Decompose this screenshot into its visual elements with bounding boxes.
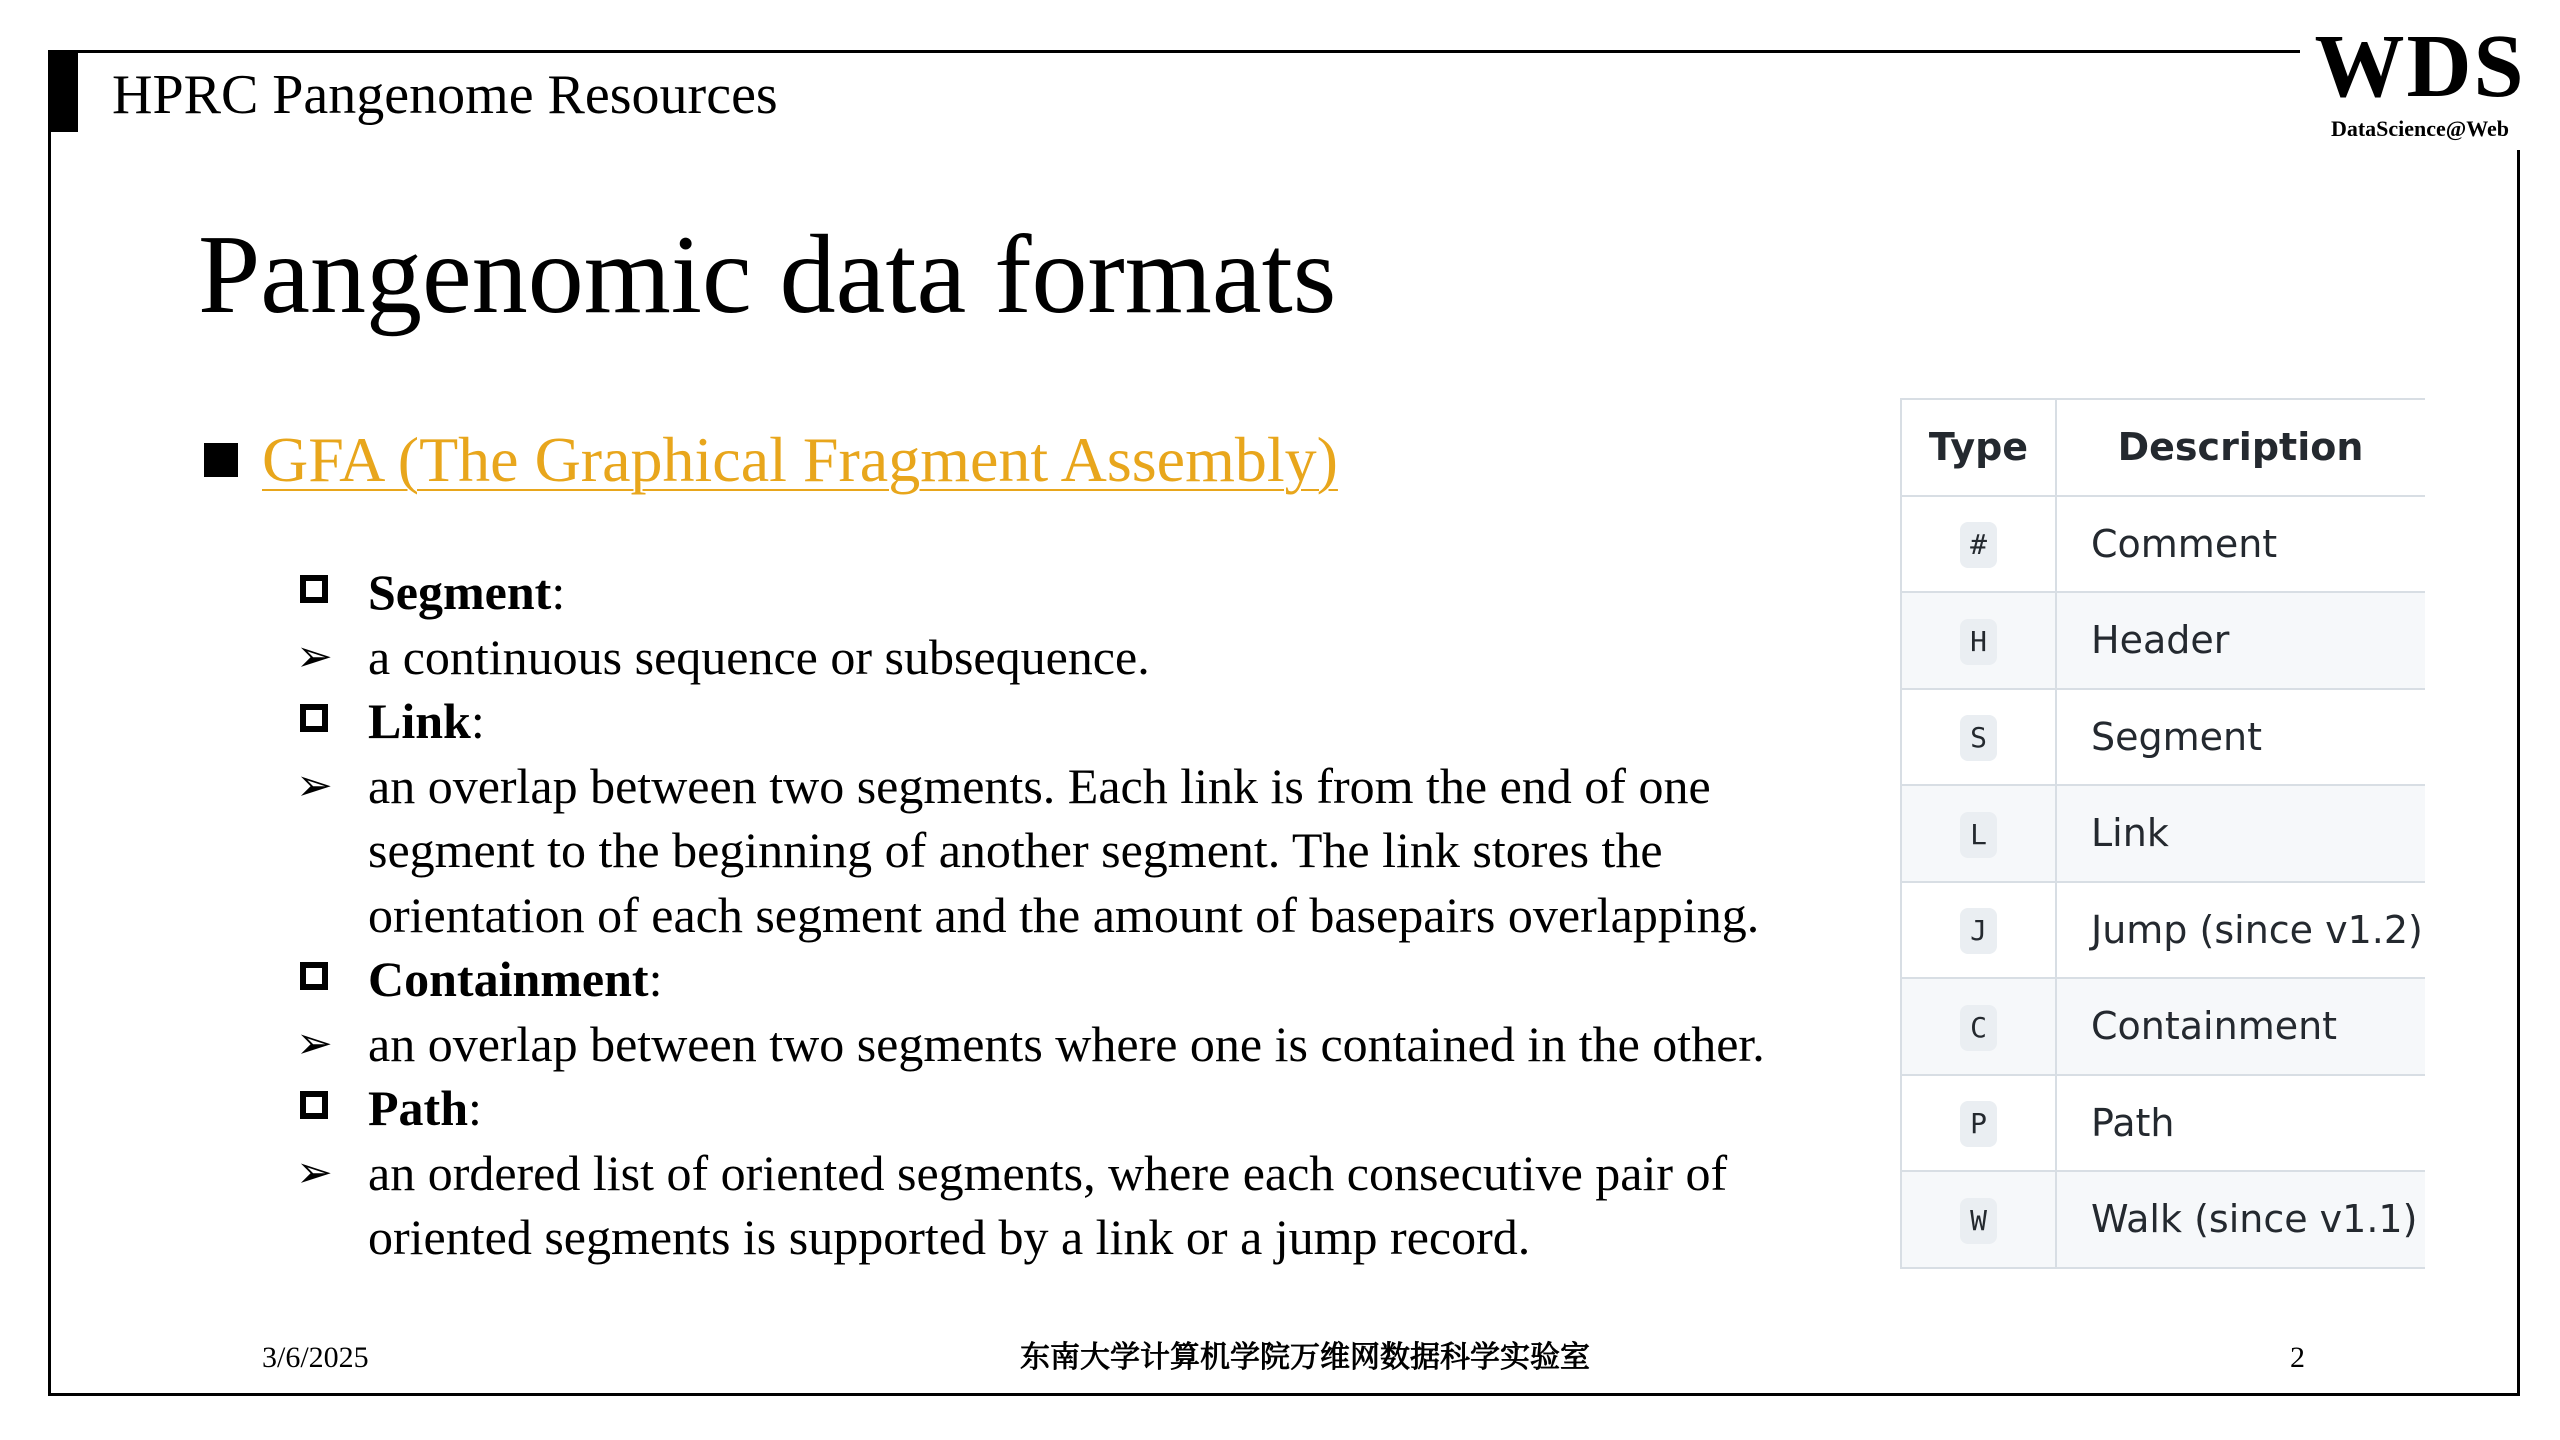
- definition-text: an overlap between two segments. Each link is from the end of one: [368, 757, 1711, 814]
- hollow-square-bullet-icon: [300, 962, 328, 990]
- type-code: J: [1960, 908, 1997, 954]
- main-bullet: [204, 420, 1338, 500]
- table-row: [1901, 689, 2425, 786]
- hollow-square-bullet-icon: [300, 704, 328, 732]
- footer-page-number: 2: [2290, 1341, 2305, 1374]
- table-row: [1901, 1075, 2425, 1172]
- term-label: Segment: [368, 564, 552, 620]
- header-bar: [48, 52, 78, 132]
- table-row: [1901, 592, 2425, 689]
- type-description: Containment: [2056, 978, 2425, 1075]
- arrow-bullet-icon: ➢: [296, 759, 333, 811]
- definition-line: [296, 1141, 1896, 1206]
- term-row-link: Link:: [296, 689, 1896, 754]
- definition-line: [296, 625, 1896, 690]
- type-code: L: [1960, 812, 1997, 858]
- type-description: Path: [2056, 1075, 2425, 1172]
- definition-text: oriented segments is supported by a link or a jump record.: [368, 1209, 1531, 1265]
- type-code: C: [1960, 1005, 1997, 1051]
- table-header-row: [1901, 399, 2425, 496]
- footer-lab-name: 东南大学计算机学院万维网数据科学实验室: [1020, 1340, 1590, 1375]
- term-label: Containment: [368, 951, 649, 1007]
- term-label: Link: [368, 693, 471, 749]
- arrow-bullet-icon: ➢: [296, 1017, 333, 1069]
- arrow-bullet-icon: ➢: [296, 1146, 333, 1198]
- type-description: Link: [2056, 785, 2425, 882]
- term-row-path: Path:: [296, 1076, 1896, 1141]
- type-description: Jump (since v1.2): [2056, 882, 2425, 979]
- type-code: P: [1960, 1101, 1997, 1147]
- logo-main-text: WDS: [2314, 17, 2526, 116]
- filled-square-bullet-icon: [204, 443, 238, 477]
- term-label: Path: [368, 1080, 468, 1136]
- type-description: Walk (since v1.1): [2056, 1171, 2425, 1268]
- arrow-bullet-icon: ➢: [296, 630, 333, 682]
- definition-line: [296, 754, 1896, 819]
- type-code: S: [1960, 715, 1997, 761]
- page-title: Pangenomic data formats: [198, 213, 1337, 337]
- hollow-square-bullet-icon: [300, 575, 328, 603]
- definition-text: an overlap between two segments where one is contained in the other.: [368, 1015, 1765, 1072]
- definition-text: orientation of each segment and the amount of basepairs overlapping.: [368, 886, 1760, 943]
- table-row: [1901, 978, 2425, 1075]
- definitions-list: [296, 560, 1896, 1270]
- table-row: [1901, 496, 2425, 593]
- column-header-type: Type: [1901, 399, 2056, 496]
- term-row-segment: Segment:: [296, 560, 1896, 625]
- definition-text: segment to the beginning of another segment. The link stores the: [368, 822, 1663, 878]
- definition-line: [296, 818, 1896, 883]
- table-row: [1901, 785, 2425, 882]
- type-description: Header: [2056, 592, 2425, 689]
- type-code: H: [1960, 619, 1997, 665]
- logo-sub-text: DataScience@Web: [2330, 116, 2510, 141]
- definition-line: [296, 1205, 1896, 1270]
- gfa-link[interactable]: GFA (The Graphical Fragment Assembly): [262, 424, 1338, 495]
- term-row-containment: Containment:: [296, 947, 1896, 1012]
- table-row: [1901, 1171, 2425, 1268]
- type-code: #: [1960, 522, 1997, 568]
- type-description: Comment: [2056, 496, 2425, 593]
- definition-line: [296, 1012, 1896, 1077]
- definition-text: a continuous sequence or subsequence.: [368, 628, 1150, 685]
- table-row: [1901, 882, 2425, 979]
- gfa-record-types-table: [1900, 398, 2425, 1269]
- definition-text: an ordered list of oriented segments, where each consecutive pair of: [368, 1144, 1728, 1201]
- header-title: HPRC Pangenome Resources: [112, 64, 778, 126]
- wds-logo: [2300, 17, 2540, 142]
- type-code: W: [1960, 1198, 1997, 1244]
- footer-date: 3/6/2025: [262, 1341, 369, 1374]
- definition-line: [296, 883, 1896, 948]
- column-header-description: Description: [2056, 399, 2425, 496]
- type-description: Segment: [2056, 689, 2425, 786]
- hollow-square-bullet-icon: [300, 1091, 328, 1119]
